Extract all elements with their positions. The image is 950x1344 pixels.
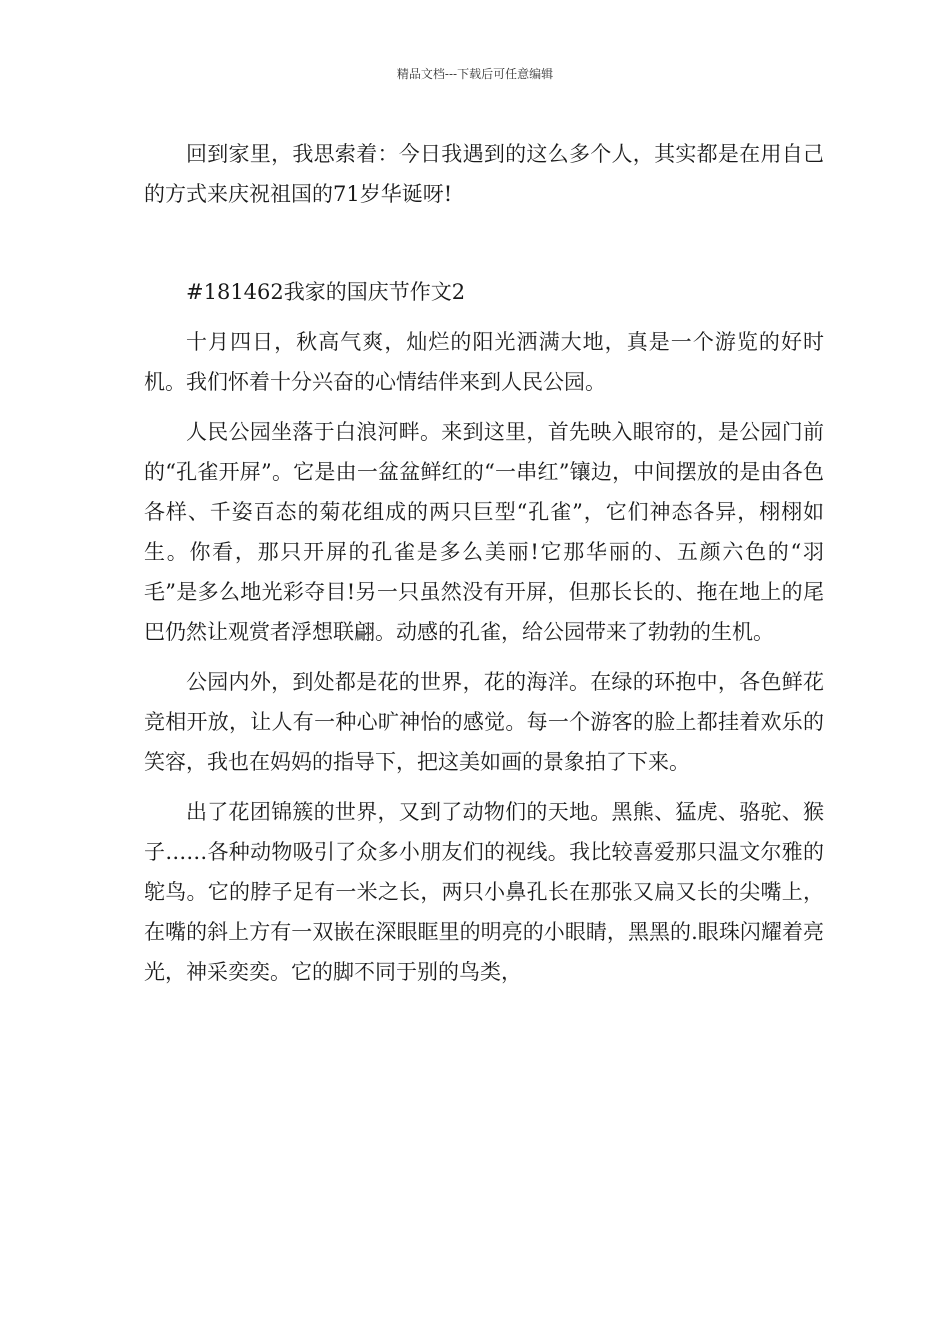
paragraph-1: 十月四日，秋高气爽，灿烂的阳光洒满大地，真是一个游览的好时机。我们怀着十分兴奋的心情结伴来到人民公园。 xyxy=(144,330,824,394)
paragraph-2: 人民公园坐落于白浪河畔。来到这里，首先映入眼帘的，是公园门前的“孔雀开屏”。它是由一盆盆鲜红的“一串红”镶边，中间摆放的是由各色各样、千姿百态的菊花组成的两只巨型“孔雀”，它们神态各异，栩栩如生。你看，那只开屏的孔雀是多么美丽!它那华丽的、五颜六色的“羽毛”是多么地光彩夺目!另一只虽然没有开屏，但那长长的、拖在地上的尾巴仍然让观赏者浮想联翩。动感的孔雀，给公园带来了勃勃的生机。 xyxy=(144,420,824,644)
paragraph-3: 公园内外，到处都是花的世界，花的海洋。在绿的环抱中，各色鲜花竞相开放，让人有一种心旷神怡的感觉。每一个游客的脸上都挂着欢乐的笑容，我也在妈妈的指导下，把这美如画的景象拍了下来。 xyxy=(144,670,824,774)
paragraph-4: 出了花团锦簇的世界，又到了动物们的天地。黑熊、猛虎、骆驼、猴子……各种动物吸引了众多小朋友们的视线。我比较喜爱那只温文尔雅的鸵鸟。它的脖子足有一米之长，两只小鼻孔长在那张又扁又长的尖嘴上，在嘴的斜上方有一双嵌在深眼眶里的明亮的小眼睛，黑黑的.眼珠闪耀着亮光，神采奕奕。它的脚不同于别的鸟类， xyxy=(144,800,824,984)
document-body xyxy=(144,134,824,992)
page-header: 精品文档---下载后可任意编辑 xyxy=(396,67,554,81)
section-heading: #181462我家的国庆节作文2 xyxy=(186,280,466,304)
paragraph-intro: 回到家里，我思索着：今日我遇到的这么多个人，其实都是在用自己的方式来庆祝祖国的71岁华诞呀! xyxy=(144,142,824,206)
